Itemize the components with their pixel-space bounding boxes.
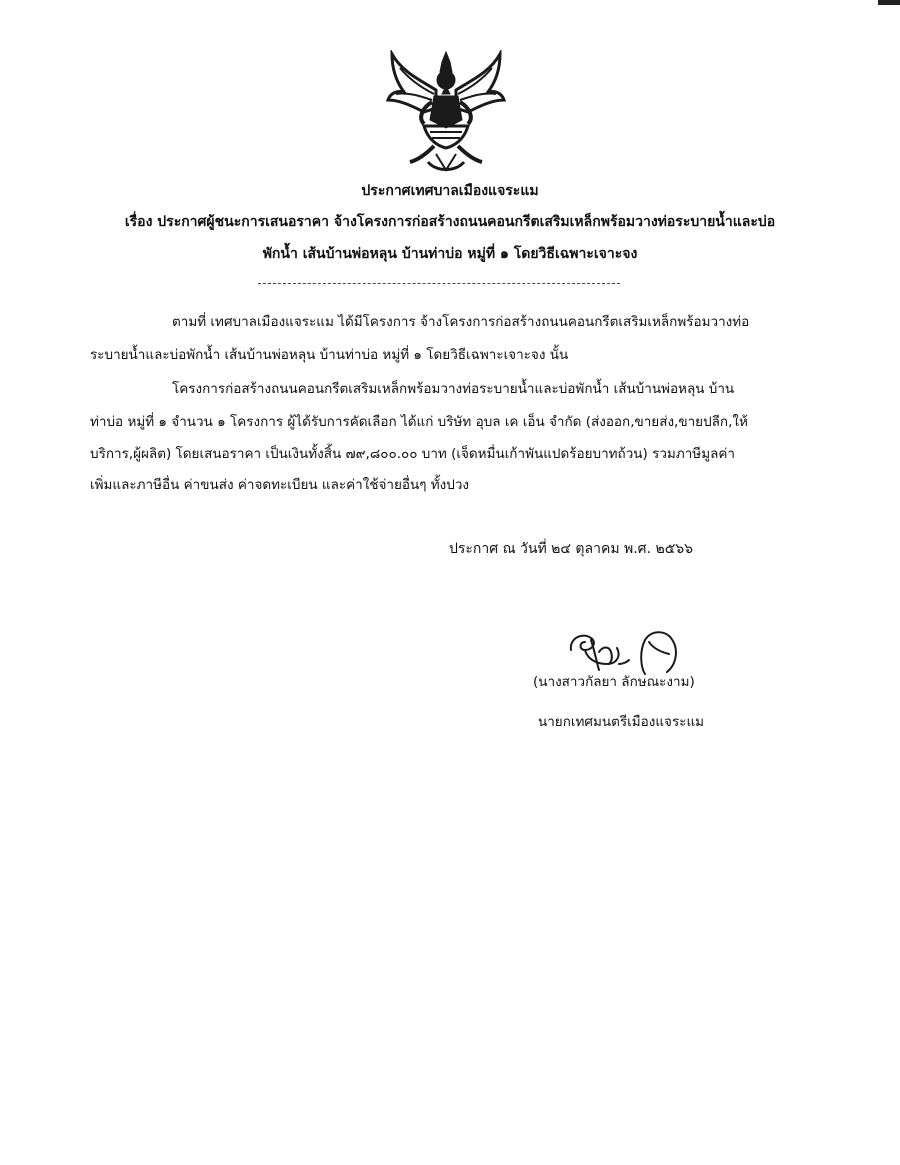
body-line-5: บริการ,ผู้ผลิต) โดยเสนอราคา เป็นเงินทั้งสิ้น ๗๙,๘๐๐.๐๐ บาท (เจ็ดหมื่นเก้าพันแปดร้อยบาทถ้วน) รวมภาษีมูลค่า <box>90 446 735 462</box>
body-line-6: เพิ่มและภาษีอื่น ค่าขนส่ง ค่าจดทะเบียน และค่าใช้จ่ายอื่นๆ ทั้งปวง <box>90 477 469 493</box>
announcement-title: ประกาศเทศบาลเมืองแจระแม <box>361 183 539 199</box>
signer-name: (นางสาวกัลยา ลักษณะงาม) <box>533 674 695 690</box>
subject-line-2: พักน้ำ เส้นบ้านพ่อหลุน บ้านท่าบ่อ หมู่ที่ ๑ โดยวิธีเฉพาะเจาะจง <box>262 246 638 262</box>
body-line-1: ตามที่ เทศบาลเมืองแจระแม ได้มีโครงการ จ้างโครงการก่อสร้างถนนคอนกรีตเสริมเหล็กพร้อมวางท่อ <box>172 314 750 330</box>
body-line-3: โครงการก่อสร้างถนนคอนกรีตเสริมเหล็กพร้อมวางท่อระบายน้ำและบ่อพักน้ำ เส้นบ้านพ่อหลุน บ้าน <box>172 381 735 397</box>
body-line-2: ระบายน้ำและบ่อพักน้ำ เส้นบ้านพ่อหลุน บ้านท่าบ่อ หมู่ที่ ๑ โดยวิธีเฉพาะเจาะจง นั้น <box>90 347 569 363</box>
dashed-divider <box>258 283 620 284</box>
signer-position: นายกเทศมนตรีเมืองแจระแม <box>538 714 705 730</box>
scan-edge-mark <box>878 0 900 5</box>
announcement-date: ประกาศ ณ วันที่ ๒๔ ตุลาคม พ.ศ. ๒๕๖๖ <box>449 541 694 557</box>
body-line-4: ท่าบ่อ หมู่ที่ ๑ จำนวน ๑ โครงการ ผู้ได้รับการคัดเลือก ได้แก่ บริษัท อุบล เค เอ็น จำกัด (ส่งออก,ขายส่ง,ขายปลีก,ให้ <box>90 414 748 430</box>
subject-line-1: เรื่อง ประกาศผู้ชนะการเสนอราคา จ้างโครงการก่อสร้างถนนคอนกรีตเสริมเหล็กพร้อมวางท่อระบายน้ำและบ่อ <box>124 214 776 230</box>
garuda-emblem-icon <box>384 50 508 176</box>
